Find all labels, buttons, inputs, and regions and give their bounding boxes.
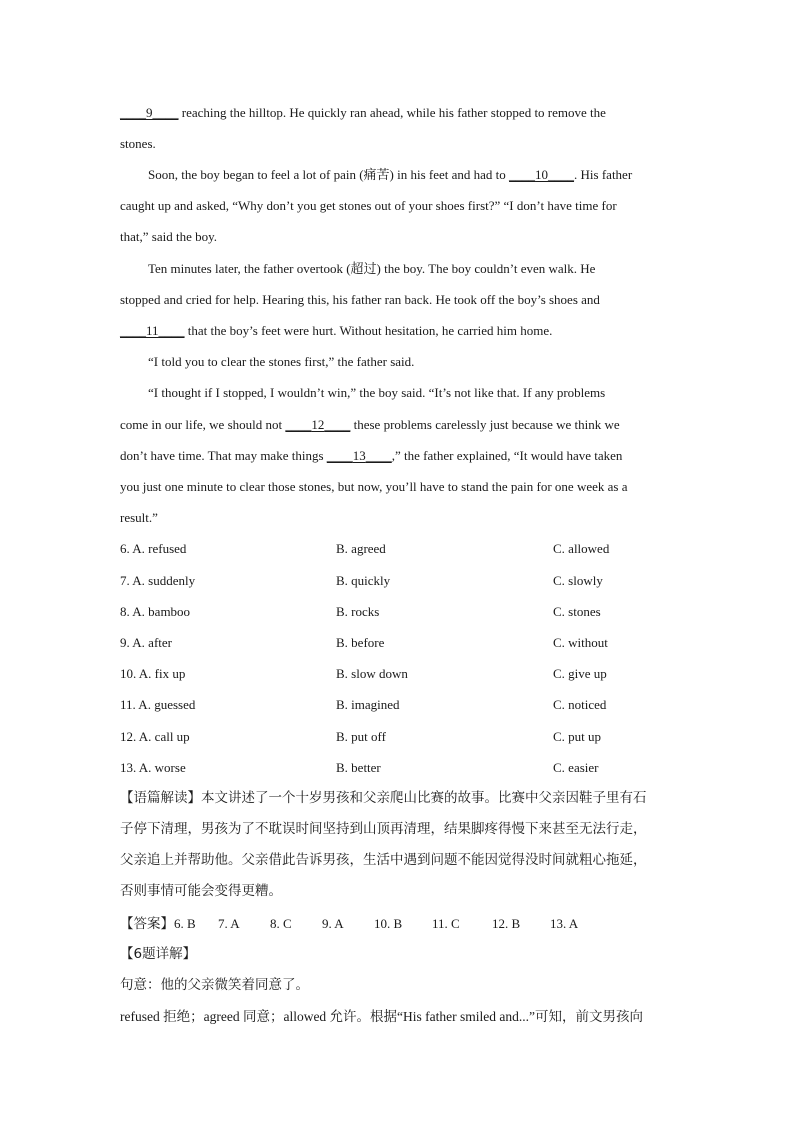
blank-12: ____12____ bbox=[285, 417, 351, 432]
answer-item: 7. A bbox=[218, 916, 240, 931]
blank-10: ____10____ bbox=[509, 167, 575, 182]
passage-line: result.” bbox=[120, 510, 158, 525]
passage-line: Ten minutes later, the father overtook (超过) the boy. The boy couldn’t even walk. He bbox=[148, 261, 596, 276]
option-b: B. slow down bbox=[336, 666, 408, 681]
passage-line: come in our life, we should not ____12____ these problems carelessly just because we think we bbox=[120, 417, 620, 432]
option-b: B. before bbox=[336, 635, 385, 650]
detail-line: 句意：他的父亲微笑着同意了。 bbox=[120, 977, 309, 993]
answer-item: 12. B bbox=[492, 916, 521, 931]
analysis-line: 否则事情可能会变得更糟。 bbox=[120, 883, 282, 899]
analysis-line: 子停下清理，男孩为了不耽误时间坚持到山顶再清理，结果脚疼得慢下来甚至无法行走， bbox=[120, 821, 647, 837]
passage-line: Soon, the boy began to feel a lot of pain (痛苦) in his feet and had to ____10____. His father bbox=[148, 167, 633, 182]
option-a: 11. A. guessed bbox=[120, 697, 196, 712]
detail-title: 【6题详解】 bbox=[120, 946, 197, 962]
option-a: 12. A. call up bbox=[120, 729, 190, 744]
option-b: B. quickly bbox=[336, 573, 391, 588]
passage-line: stones. bbox=[120, 136, 156, 151]
passage-line: caught up and asked, “Why don’t you get stones out of your shoes first?” “I don’t have time for bbox=[120, 198, 617, 213]
option-b: B. agreed bbox=[336, 541, 386, 556]
answer-label: 【答案】 bbox=[120, 916, 174, 932]
blank-11: ____11____ bbox=[120, 323, 185, 338]
option-a: 7. A. suddenly bbox=[120, 573, 196, 588]
detail-line: refused 拒绝；agreed 同意；allowed 允许。根据“His father smiled and...”可知，前文男孩向 bbox=[120, 1009, 644, 1024]
option-c: C. stones bbox=[553, 604, 601, 619]
option-c: C. without bbox=[553, 635, 608, 650]
answer-item: 6. B bbox=[174, 916, 196, 931]
answer-item: 9. A bbox=[322, 916, 344, 931]
answer-row bbox=[120, 915, 578, 933]
passage-line: “I thought if I stopped, I wouldn’t win,” the boy said. “It’s not like that. If any problems bbox=[148, 385, 606, 400]
analysis-line: 父亲追上并帮助他。父亲借此告诉男孩，生活中遇到问题不能因觉得没时间就粗心拖延， bbox=[120, 852, 647, 868]
option-c: C. slowly bbox=[553, 573, 603, 588]
option-a: 13. A. worse bbox=[120, 760, 186, 775]
option-c: C. put up bbox=[553, 729, 602, 744]
option-c: C. allowed bbox=[553, 541, 610, 556]
option-c: C. noticed bbox=[553, 697, 607, 712]
passage-line: don’t have time. That may make things ____13____,” the father explained, “It would have taken bbox=[120, 448, 623, 463]
passage-line: you just one minute to clear those stones, but now, you’ll have to stand the pain for one week as a bbox=[120, 479, 628, 494]
option-b: B. put off bbox=[336, 729, 386, 744]
option-b: B. better bbox=[336, 760, 381, 775]
passage-line: stopped and cried for help. Hearing this, his father ran back. He took off the boy’s shoes and bbox=[120, 292, 600, 307]
answer-item: 11. C bbox=[432, 916, 460, 931]
option-a: 9. A. after bbox=[120, 635, 172, 650]
passage-line: ____9____ reaching the hilltop. He quickly ran ahead, while his father stopped to remove the bbox=[120, 105, 606, 120]
answer-item: 10. B bbox=[374, 916, 403, 931]
answer-item: 13. A bbox=[550, 916, 579, 931]
answer-item: 8. C bbox=[270, 916, 292, 931]
passage-line: ____11____ that the boy’s feet were hurt. Without hesitation, he carried him home. bbox=[120, 323, 553, 338]
blank-9: ____9____ bbox=[120, 105, 179, 120]
option-c: C. easier bbox=[553, 760, 599, 775]
option-c: C. give up bbox=[553, 666, 607, 681]
passage-line: “I told you to clear the stones first,” the father said. bbox=[148, 354, 415, 369]
option-b: B. imagined bbox=[336, 697, 400, 712]
option-a: 8. A. bamboo bbox=[120, 604, 191, 619]
option-a: 6. A. refused bbox=[120, 541, 187, 556]
analysis-line: 【语篇解读】本文讲述了一个十岁男孩和父亲爬山比赛的故事。比赛中父亲因鞋子里有石 bbox=[120, 790, 647, 806]
blank-13: ____13____ bbox=[326, 448, 392, 463]
option-a: 10. A. fix up bbox=[120, 666, 186, 681]
option-b: B. rocks bbox=[336, 604, 380, 619]
passage-line: that,” said the boy. bbox=[120, 229, 217, 244]
